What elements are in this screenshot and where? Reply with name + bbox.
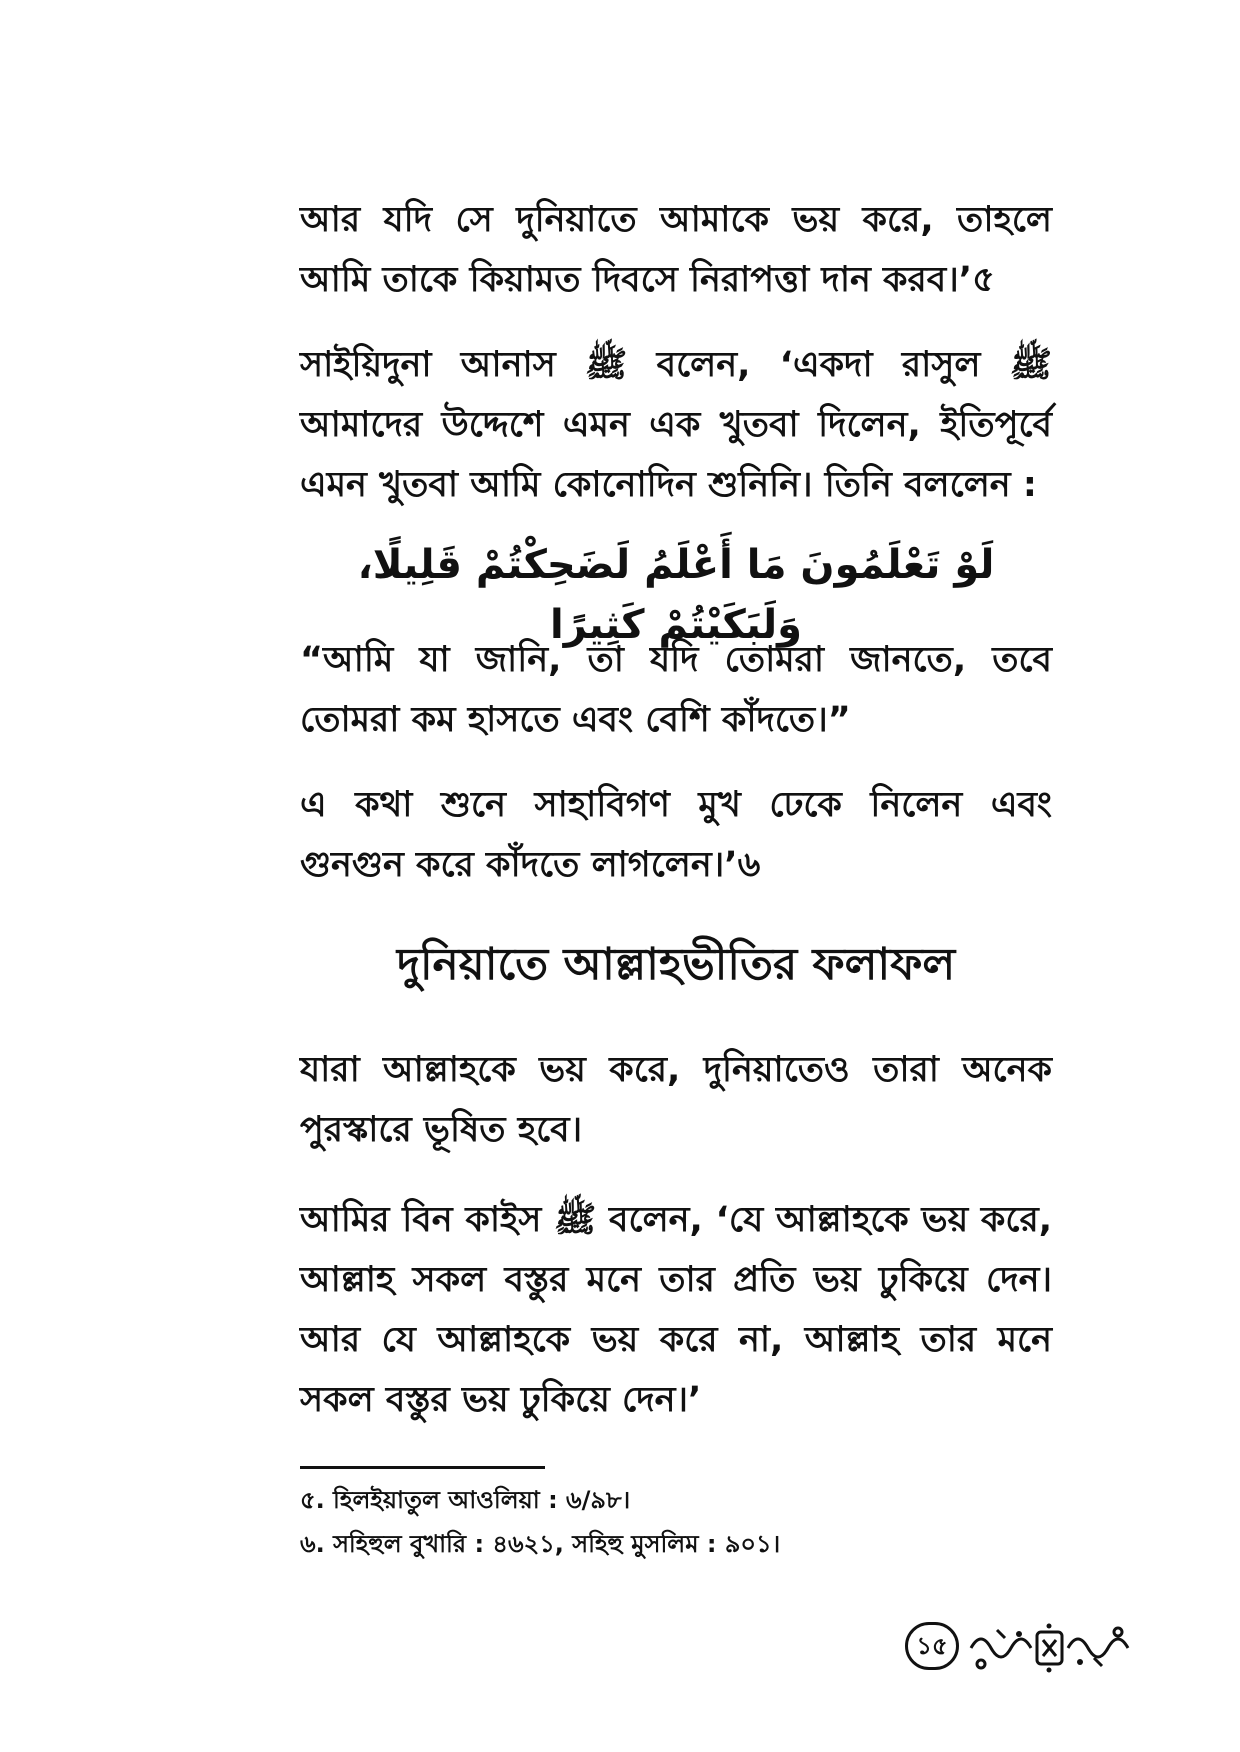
footnote-6: ৬. সহিহুল বুখারি : ৪৬২১, সহিহু মুসলিম : ৯০১। — [300, 1530, 781, 1558]
paragraph-3-text: “আমি যা জানি, তা যদি তোমরা জানতে, তবে তোমরা কম হাসতে এবং বেশি কাঁদতে।” — [300, 640, 1052, 740]
footnote-5: ৫. হিলইয়াতুল আওলিয়া : ৬/৯৮। — [300, 1486, 631, 1514]
paragraph-2-text: সাইয়িদুনা আনাস ﷺ বলেন, ‘একদা রাসুল ﷺ আমাদের উদ্দেশে এমন এক খুতবা দিলেন, ইতিপূর্বে এমন খুতবা আমি কোনোদিন শুনিনি। তিনি বললেন : — [300, 345, 1052, 505]
paragraph-5-text: যারা আল্লাহকে ভয় করে, দুনিয়াতেও তারা অনেক পুরস্কারে ভূষিত হবে। — [300, 1050, 1052, 1150]
paragraph-2 — [300, 335, 1052, 515]
paragraph-1-text: আর যদি সে দুনিয়াতে আমাকে ভয় করে, তাহলে আমি তাকে কিয়ামত দিবসে নিরাপত্তা দান করব।’৫ — [300, 200, 1052, 300]
footnotes — [300, 1478, 1052, 1566]
paragraph-6-text: আমির বিন কাইস ﷺ বলেন, ‘যে আল্লাহকে ভয় করে, আল্লাহ সকল বস্তুর মনে তার প্রতি ভয় ঢুকিয়ে দেন। আর যে আল্লাহকে ভয় করে না, আল্লাহ তার মনে সকল বস্তুর ভয় ঢুকিয়ে দেন।’ — [300, 1200, 1053, 1420]
paragraph-4-text: এ কথা শুনে সাহাবিগণ মুখ ঢেকে নিলেন এবং গুনগুন করে কাঁদতে লাগলেন।’৬ — [300, 785, 1052, 885]
paragraph-3 — [300, 630, 1052, 750]
footnote-divider — [300, 1466, 545, 1469]
decorative-ornament-icon — [967, 1620, 1132, 1676]
page-footer — [905, 1620, 1165, 1676]
section-heading: দুনিয়াতে আল্লাহভীতির ফলাফল — [396, 939, 956, 990]
paragraph-4 — [300, 775, 1052, 895]
paragraph-1 — [300, 190, 1052, 310]
page-number: ১৫ — [905, 1622, 959, 1670]
paragraph-5 — [300, 1040, 1052, 1160]
paragraph-6 — [300, 1190, 1052, 1430]
arabic-hadith-text: لَوْ تَعْلَمُونَ مَا أَعْلَمُ لَضَحِكْتُمْ قَلِيلًا، وَلَبَكَيْتُمْ كَثِيرًا — [357, 542, 995, 648]
